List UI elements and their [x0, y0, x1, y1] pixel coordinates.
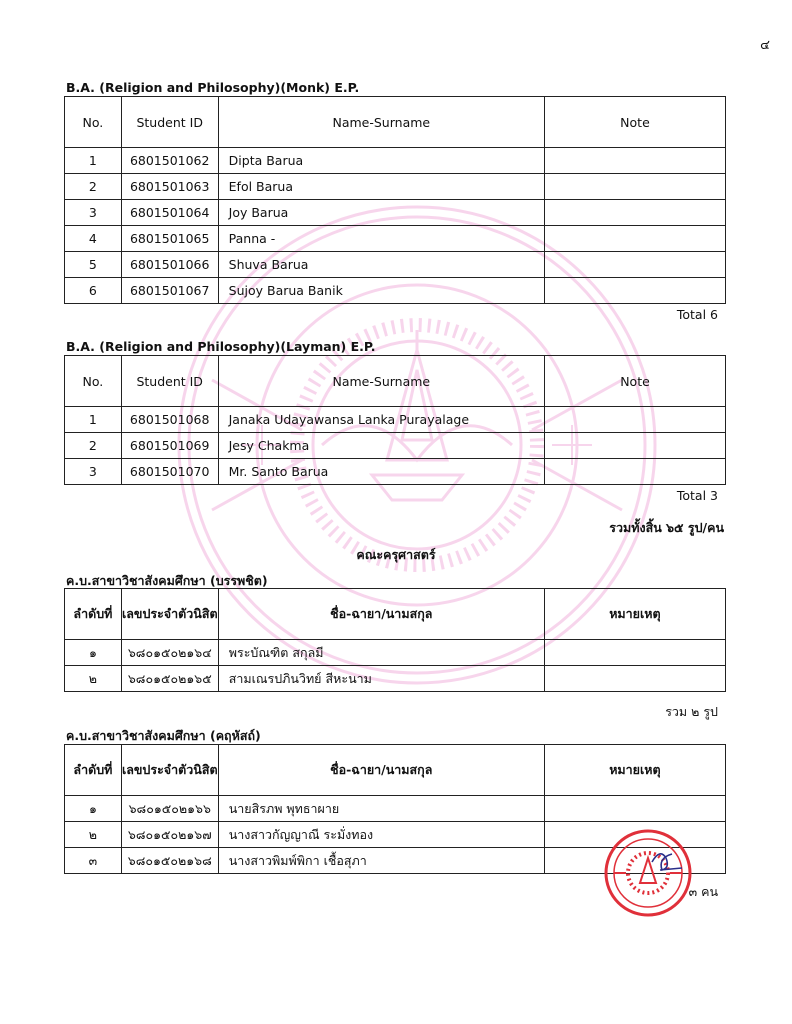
row-id: 6801501068: [121, 407, 218, 433]
row-no: ๓: [65, 848, 122, 874]
row-name: Panna -: [218, 226, 544, 252]
table-header-row: [65, 589, 726, 640]
header-name: Name-Surname: [218, 356, 544, 407]
row-note: [544, 226, 725, 252]
table-row: [65, 796, 726, 822]
row-no: 3: [65, 459, 122, 485]
section-total: รวม ๒ รูป: [665, 704, 718, 719]
table-row: [65, 252, 726, 278]
section-title-monk: B.A. (Religion and Philosophy)(Monk) E.P.: [66, 80, 360, 95]
row-note: [545, 459, 726, 485]
row-name: สามเณรปภินวิทย์ สีหะนาม: [218, 666, 544, 692]
section-title-layperson: ค.บ.สาขาวิชาสังคมศึกษา (คฤหัสถ์): [66, 728, 261, 743]
section-title-layman: B.A. (Religion and Philosophy)(Layman) E.P.: [66, 339, 376, 354]
row-note: [544, 200, 725, 226]
section-total: ๓ คน: [688, 884, 718, 899]
row-name: Efol Barua: [218, 174, 544, 200]
row-note: [544, 148, 725, 174]
header-note: หมายเหตุ: [544, 589, 725, 640]
table-row: [65, 848, 726, 874]
row-id: 6801501064: [121, 200, 218, 226]
page-number: ๔: [760, 38, 770, 53]
table-header-row: [65, 745, 726, 796]
table-row: [65, 148, 726, 174]
row-note: [545, 433, 726, 459]
header-no: No.: [65, 356, 122, 407]
header-student-id: เลขประจำตัวนิสิต: [121, 745, 218, 796]
row-id: 6801501067: [121, 278, 218, 304]
row-name: Dipta Barua: [218, 148, 544, 174]
row-id: ๖๘๐๑๕๐๒๑๖๗: [121, 822, 218, 848]
header-name: ชื่อ-ฉายา/นามสกุล: [218, 745, 544, 796]
row-no: 2: [65, 433, 122, 459]
table-row: [65, 822, 726, 848]
table-row: [65, 278, 726, 304]
row-note: [544, 174, 725, 200]
row-name: Shuva Barua: [218, 252, 544, 278]
faculty-title: คณะครุศาสตร์: [356, 547, 436, 562]
header-note: หมายเหตุ: [544, 745, 725, 796]
row-name: Sujoy Barua Banik: [218, 278, 544, 304]
header-no: ลำดับที่: [65, 745, 122, 796]
row-id: ๖๘๐๑๕๐๒๑๖๔: [121, 640, 218, 666]
table-header-row: [65, 356, 726, 407]
row-id: ๖๘๐๑๕๐๒๑๖๘: [121, 848, 218, 874]
row-no: ๒: [65, 822, 122, 848]
row-id: 6801501062: [121, 148, 218, 174]
row-no: 4: [65, 226, 122, 252]
row-id: ๖๘๐๑๕๐๒๑๖๖: [121, 796, 218, 822]
row-id: ๖๘๐๑๕๐๒๑๖๕: [121, 666, 218, 692]
row-id: 6801501065: [121, 226, 218, 252]
table-row: [65, 200, 726, 226]
grand-total: รวมทั้งสิ้น ๖๕ รูป/คน: [609, 520, 724, 535]
header-no: No.: [65, 97, 122, 148]
header-student-id: Student ID: [121, 356, 218, 407]
row-no: ๑: [65, 796, 122, 822]
row-note: [545, 407, 726, 433]
row-name: พระบัณฑิต สกุลมี: [218, 640, 544, 666]
header-student-id: Student ID: [121, 97, 218, 148]
row-note: [544, 848, 725, 874]
row-name: Mr. Santo Barua: [218, 459, 544, 485]
header-no: ลำดับที่: [65, 589, 122, 640]
row-name: นางสาวพิมพ์พิกา เชื้อสุภา: [218, 848, 544, 874]
row-no: 1: [65, 407, 122, 433]
row-id: 6801501066: [121, 252, 218, 278]
table-header-row: [65, 97, 726, 148]
row-id: 6801501063: [121, 174, 218, 200]
table-row: [65, 174, 726, 200]
row-name: นายสิรภพ พุทธาผาย: [218, 796, 544, 822]
header-name: ชื่อ-ฉายา/นามสกุล: [218, 589, 544, 640]
row-no: ๑: [65, 640, 122, 666]
table-row: [65, 640, 726, 666]
row-no: ๒: [65, 666, 122, 692]
row-no: 1: [65, 148, 122, 174]
section-total: Total 6: [676, 307, 718, 322]
row-id: 6801501069: [121, 433, 218, 459]
table-row: [65, 666, 726, 692]
row-note: [544, 252, 725, 278]
section-title-ordained: ค.บ.สาขาวิชาสังคมศึกษา (บรรพชิต): [66, 573, 268, 588]
table-ordained: [64, 588, 726, 692]
row-no: 3: [65, 200, 122, 226]
table-row: [65, 433, 726, 459]
row-no: 5: [65, 252, 122, 278]
row-no: 2: [65, 174, 122, 200]
row-note: [544, 822, 725, 848]
row-note: [544, 640, 725, 666]
row-name: Jesy Chakma: [218, 433, 544, 459]
table-layman: [64, 355, 726, 485]
header-name: Name-Surname: [218, 97, 544, 148]
row-note: [544, 796, 725, 822]
header-note: Note: [545, 356, 726, 407]
section-total: Total 3: [676, 488, 718, 503]
header-student-id: เลขประจำตัวนิสิต: [121, 589, 218, 640]
row-note: [544, 666, 725, 692]
table-monk: [64, 96, 726, 304]
row-id: 6801501070: [121, 459, 218, 485]
table-row: [65, 226, 726, 252]
row-name: นางสาวกัญญาณี ระมั่งทอง: [218, 822, 544, 848]
table-layperson: [64, 744, 726, 874]
row-note: [544, 278, 725, 304]
row-name: Joy Barua: [218, 200, 544, 226]
row-name: Janaka Udayawansa Lanka Purayalage: [218, 407, 544, 433]
table-row: [65, 459, 726, 485]
row-no: 6: [65, 278, 122, 304]
header-note: Note: [544, 97, 725, 148]
table-row: [65, 407, 726, 433]
